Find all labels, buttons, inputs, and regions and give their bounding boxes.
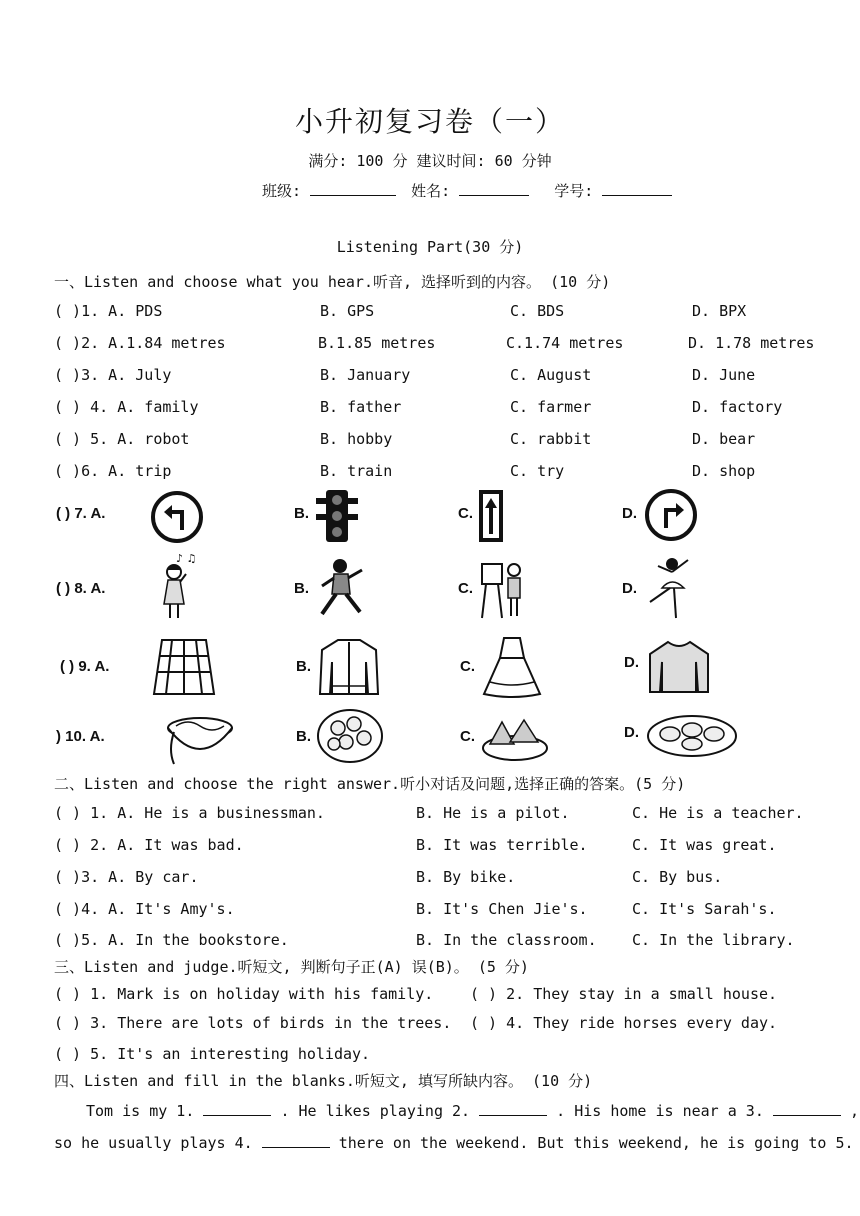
plaid-skirt-icon[interactable] [152,636,216,698]
sweater-icon[interactable] [646,638,712,696]
q3-option-d[interactable]: D. June [692,366,756,384]
mooncake-plate-icon[interactable] [646,712,738,758]
q5-option-d[interactable]: D. bear [692,430,756,448]
q2-option-a[interactable]: ( )2. A.1.84 metres [54,334,226,352]
s2q5-option-a[interactable]: ( )5. A. In the bookstore. [54,931,289,949]
dress-icon[interactable] [480,634,544,700]
q1-option-d[interactable]: D. BPX [692,302,747,320]
fill-passage-line-1 [86,1102,859,1120]
passage-text: . His home is near a 3. [556,1102,764,1120]
q2-option-d[interactable]: D. 1.78 metres [688,334,815,352]
dumplings-plate-icon[interactable] [316,706,384,766]
question-row [0,366,860,390]
question-row [0,900,860,924]
q3-option-a[interactable]: ( )3. A. July [54,366,172,384]
picture-question-7 [0,482,860,552]
s2q4-option-a[interactable]: ( )4. A. It's Amy's. [54,900,235,918]
q8-label-d: D. [622,580,637,597]
q10-label-c: C. [460,728,475,745]
class-field[interactable] [310,195,396,196]
q6-option-a[interactable]: ( )6. A. trip [54,462,172,480]
q2-option-c[interactable]: C.1.74 metres [506,334,624,352]
q10-label-a: ) 10. A. [56,728,105,745]
page-title: 小升初复习卷（一） [294,105,565,138]
judge-item-1[interactable]: ( ) 1. Mark is on holiday with his family. [54,985,434,1003]
q2-option-b[interactable]: B.1.85 metres [318,334,436,352]
question-row [0,334,860,358]
turn-left-sign-icon[interactable] [150,490,204,544]
judge-row [0,985,860,1009]
picture-question-10 [0,702,860,772]
judge-item-2[interactable]: ( ) 2. They stay in a small house. [470,985,778,1003]
name-field[interactable] [459,195,529,196]
s2q2-option-b[interactable]: B. It was terrible. [416,836,588,854]
number-field[interactable] [602,195,672,196]
listening-title: Listening Part(30 分) [336,238,524,256]
kung-fu-boy-icon[interactable] [316,554,368,624]
q4-option-d[interactable]: D. factory [692,398,783,416]
q4-option-a[interactable]: ( ) 4. A. family [54,398,199,416]
q5-option-a[interactable]: ( ) 5. A. robot [54,430,190,448]
passage-text: there on the weekend. But this weekend, he is going to 5. [338,1134,854,1152]
question-row [0,430,860,454]
passage-text: so he usually plays 4. [54,1134,253,1152]
q3-option-c[interactable]: C. August [510,366,592,384]
passage-text: . He likes playing 2. [280,1102,471,1120]
s2q1-option-a[interactable]: ( ) 1. A. He is a businessman. [54,804,325,822]
s2q1-option-c[interactable]: C. He is a teacher. [632,804,804,822]
q5-option-b[interactable]: B. hobby [320,430,393,448]
blank-4[interactable] [262,1147,330,1148]
q9-label-d: D. [624,654,639,671]
section4-heading: 四、Listen and fill in the blanks.听短文, 填写所缺内容。 (10 分) [54,1072,593,1090]
s2q2-option-a[interactable]: ( ) 2. A. It was bad. [54,836,244,854]
fill-passage-line-2 [54,1134,854,1152]
q9-label-c: C. [460,658,475,675]
q10-label-d: D. [624,724,639,741]
q1-option-a[interactable]: ( )1. A. PDS [54,302,163,320]
turn-right-sign-icon[interactable] [644,488,698,542]
question-row [0,836,860,860]
name-label: 姓名: [411,182,451,200]
section2-heading: 二、Listen and choose the right answer.听小对话及问题,选择正确的答案。(5 分) [54,775,686,793]
s2q4-option-b[interactable]: B. It's Chen Jie's. [416,900,588,918]
q6-option-d[interactable]: D. shop [692,462,756,480]
question-row [0,868,860,892]
section3-heading: 三、Listen and judge.听短文, 判断句子正(A) 误(B)。 (5 分) [54,958,529,976]
noodles-bowl-icon[interactable] [164,706,236,768]
question-row [0,931,860,955]
jacket-icon[interactable] [316,636,382,698]
s2q1-option-b[interactable]: B. He is a pilot. [416,804,570,822]
blank-2[interactable] [479,1115,547,1116]
go-straight-sign-icon[interactable] [477,488,505,544]
s2q3-option-a[interactable]: ( )3. A. By car. [54,868,199,886]
class-label: 班级: [262,182,302,200]
traffic-light-icon[interactable] [312,488,362,544]
s2q2-option-c[interactable]: C. It was great. [632,836,777,854]
s2q5-option-b[interactable]: B. In the classroom. [416,931,597,949]
q1-option-b[interactable]: B. GPS [320,302,375,320]
blank-3[interactable] [773,1115,841,1116]
question-row [0,804,860,828]
picture-question-9 [0,632,860,702]
q1-option-c[interactable]: C. BDS [510,302,565,320]
judge-row [0,1014,860,1038]
singing-girl-icon[interactable] [152,552,204,624]
picture-question-8 [0,552,860,622]
q4-option-c[interactable]: C. farmer [510,398,592,416]
q7-label-a: ( ) 7. A. [56,505,106,522]
number-label: 学号: [554,182,594,200]
q4-option-b[interactable]: B. father [320,398,402,416]
question-row [0,398,860,422]
judge-item-3[interactable]: ( ) 3. There are lots of birds in the trees. [54,1014,452,1032]
q5-option-c[interactable]: C. rabbit [510,430,592,448]
q3-option-b[interactable]: B. January [320,366,411,384]
q9-label-a: ( ) 9. A. [60,658,110,675]
passage-text: Tom is my 1. [86,1102,195,1120]
q7-label-c: C. [458,505,473,522]
q10-label-b: B. [296,728,311,745]
score-info: 满分: 100 分 建议时间: 60 分钟 [308,152,552,170]
s2q4-option-c[interactable]: C. It's Sarah's. [632,900,777,918]
student-info [262,180,672,201]
passage-text: , [849,1102,859,1120]
q8-label-a: ( ) 8. A. [56,580,106,597]
s2q3-option-c[interactable]: C. By bus. [632,868,723,886]
judge-item-5[interactable]: ( ) 5. It's an interesting holiday. [54,1045,371,1063]
q6-option-c[interactable]: C. try [510,462,565,480]
question-row [0,302,860,326]
s2q3-option-b[interactable]: B. By bike. [416,868,516,886]
blank-1[interactable] [203,1115,271,1116]
q7-label-b: B. [294,505,309,522]
zongzi-plate-icon[interactable] [480,712,550,764]
section1-heading: 一、Listen and choose what you hear.听音, 选择听到的内容。 (10 分) [54,273,611,291]
s2q5-option-c[interactable]: C. In the library. [632,931,795,949]
q8-label-c: C. [458,580,473,597]
q9-label-b: B. [296,658,311,675]
q7-label-d: D. [622,505,637,522]
ballet-dancer-icon[interactable] [644,554,696,624]
judge-item-4[interactable]: ( ) 4. They ride horses every day. [470,1014,778,1032]
q8-label-b: B. [294,580,309,597]
svg-text:♪ ♫: ♪ ♫ [176,552,197,565]
q6-option-b[interactable]: B. train [320,462,393,480]
painting-boy-icon[interactable] [478,556,528,622]
judge-row [0,1045,860,1069]
